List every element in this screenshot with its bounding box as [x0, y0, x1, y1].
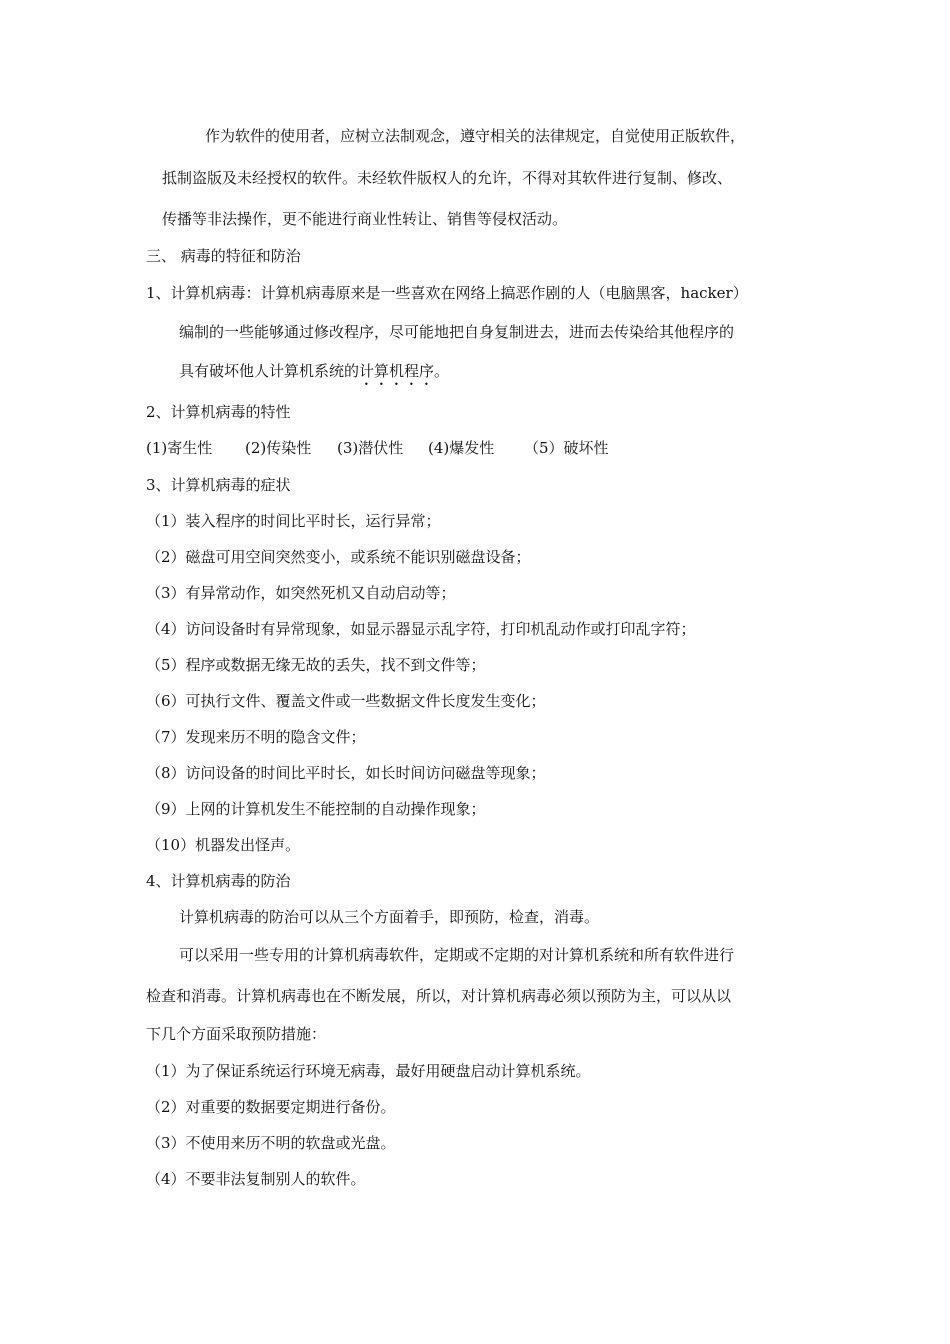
symptom-item: （4）访问设备时有异常现象，如显示器显示乱字符，打印机乱动作或打印乱字符； — [146, 620, 696, 638]
intro-line-1: 作为软件的使用者，应树立法制观念，遵守相关的法律规定，自觉使用正版软件， — [205, 127, 746, 145]
definition-line-1: 1、计算机病毒：计算机病毒原来是一些喜欢在网络上搞恶作剧的人（电脑黑客，hacker） — [146, 284, 748, 302]
definition-line-3 — [179, 361, 449, 389]
traits-heading: 2、计算机病毒的特性 — [146, 403, 291, 421]
measure-item: （3）不使用来历不明的软盘或光盘。 — [146, 1134, 396, 1152]
definition-line-2: 编制的一些能够通过修改程序，尽可能地把自身复制进去，进而去传染给其他程序的 — [179, 323, 735, 341]
intro-line-2: 抵制盗版及未经授权的软件。未经软件版权人的允许，不得对其软件进行复制、修改、 — [162, 169, 733, 187]
symptoms-heading: 3、计算机病毒的症状 — [146, 476, 291, 494]
measure-item: （2）对重要的数据要定期进行备份。 — [146, 1098, 396, 1116]
definition-line-3-text: 具有破坏他人计算机系统的 — [179, 362, 360, 380]
section-heading: 三、 病毒的特征和防治 — [146, 247, 301, 265]
symptom-item: （9）上网的计算机发生不能控制的自动操作现象； — [146, 800, 486, 818]
prevention-heading: 4、计算机病毒的防治 — [146, 872, 291, 890]
symptom-item: （5）程序或数据无缘无故的丢失，找不到文件等； — [146, 656, 486, 674]
trait-item: (4)爆发性 — [428, 439, 495, 457]
symptom-item: （2）磁盘可用空间突然变小，或系统不能识别磁盘设备； — [146, 548, 531, 566]
prevention-paragraph-1: 计算机病毒的防治可以从三个方面着手，即预防，检查，消毒。 — [179, 908, 600, 926]
symptom-item: （10）机器发出怪声。 — [146, 836, 301, 854]
symptom-item: （6）可执行文件、覆盖文件或一些数据文件长度发生变化； — [146, 692, 546, 710]
trait-item: (1)寄生性 — [146, 439, 213, 457]
symptom-item: （8）访问设备的时间比平时长，如长时间访问磁盘等现象； — [146, 764, 546, 782]
symptom-item: （7）发现来历不明的隐含文件； — [146, 728, 366, 746]
measure-item: （1）为了保证系统运行环境无病毒，最好用硬盘启动计算机系统。 — [146, 1062, 591, 1080]
trait-item: （5）破坏性 — [524, 439, 609, 457]
symptom-item: （3）有异常动作，如突然死机又自动启动等； — [146, 584, 456, 602]
emphasized-term: 计算机程序 — [359, 362, 435, 380]
prevention-paragraph-2-line-1: 可以采用一些专用的计算机病毒软件，定期或不定期的对计算机系统和所有软件进行 — [179, 946, 735, 964]
symptom-item: （1）装入程序的时间比平时长，运行异常； — [146, 512, 441, 530]
definition-line-3-end: 。 — [434, 362, 450, 380]
prevention-paragraph-2-line-3: 下几个方面采取预防措施： — [146, 1025, 327, 1043]
trait-item: (2)传染性 — [245, 439, 312, 457]
prevention-paragraph-2-line-2: 检查和消毒。计算机病毒也在不断发展，所以，对计算机病毒必须以预防为主，可以从以 — [146, 987, 732, 1005]
measure-item: （4）不要非法复制别人的软件。 — [146, 1170, 366, 1188]
intro-line-3: 传播等非法操作，更不能进行商业性转让、销售等侵权活动。 — [162, 210, 568, 228]
trait-item: (3)潜伏性 — [337, 439, 404, 457]
